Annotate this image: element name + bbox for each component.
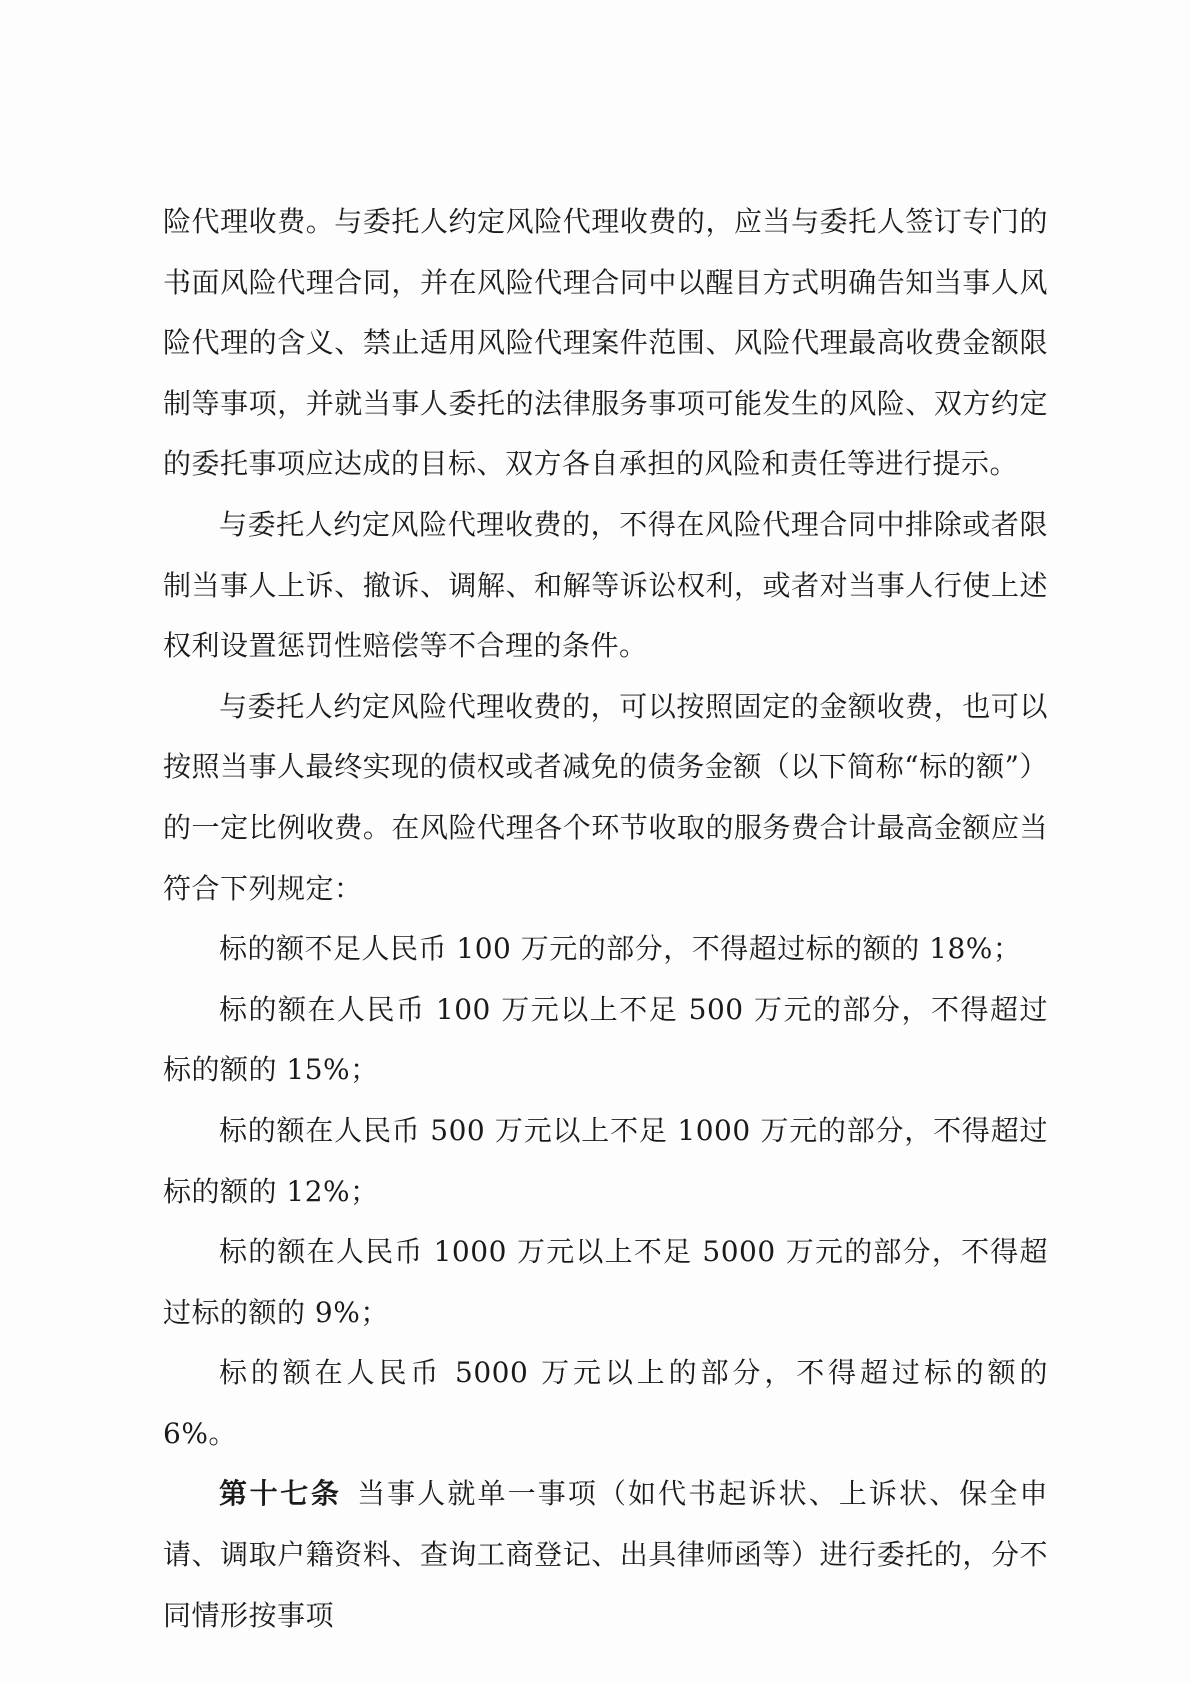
article-heading: 第十七条 [219,1477,342,1511]
article-text: 当事人就单一事项（如代书起诉状、上诉状、保全申请、调取户籍资料、查询工商登记、出具律师函等）进行委托的，分不同情形按事项 [163,1477,1048,1632]
fee-tier-1: 标的额不足人民币 100 万元的部分，不得超过标的额的 18%； [219,932,1022,966]
paragraph-fee-proportion: 与委托人约定风险代理收费的，可以按照固定的金额收费，也可以按照当事人最终实现的债权或者减免的债务金额（以下简称“标的额”）的一定比例收费。在风险代理各个环节收取的服务费合计最高金额应当符合下列规定： [163,689,1048,905]
fee-tier-5: 标的额在人民币 5000 万元以上的部分，不得超过标的额的 6%。 [163,1356,1048,1450]
document-body [163,192,1048,1646]
fee-tier-4: 标的额在人民币 1000 万元以上不足 5000 万元的部分，不得超过标的额的 9%； [163,1235,1048,1329]
paragraph-no-restriction-rights: 与委托人约定风险代理收费的，不得在风险代理合同中排除或者限制当事人上诉、撤诉、调解、和解等诉讼权利，或者对当事人行使上述权利设置惩罚性赔偿等不合理的条件。 [163,507,1048,663]
article-17 [163,1464,1048,1646]
fee-tier-2: 标的额在人民币 100 万元以上不足 500 万元的部分，不得超过标的额的 15%； [163,992,1048,1087]
fee-tier-3: 标的额在人民币 500 万元以上不足 1000 万元的部分，不得超过标的额的 12%； [163,1113,1048,1208]
paragraph-risk-agency-contract: 险代理收费。与委托人约定风险代理收费的，应当与委托人签订专门的书面风险代理合同，并在风险代理合同中以醒目方式明确告知当事人风险代理的含义、禁止适用风险代理案件范围、风险代理最高收费金额限制等事项，并就当事人委托的法律服务事项可能发生的风险、双方约定的委托事项应达成的目标、双方各自承担的风险和责任等进行提示。 [163,205,1048,481]
